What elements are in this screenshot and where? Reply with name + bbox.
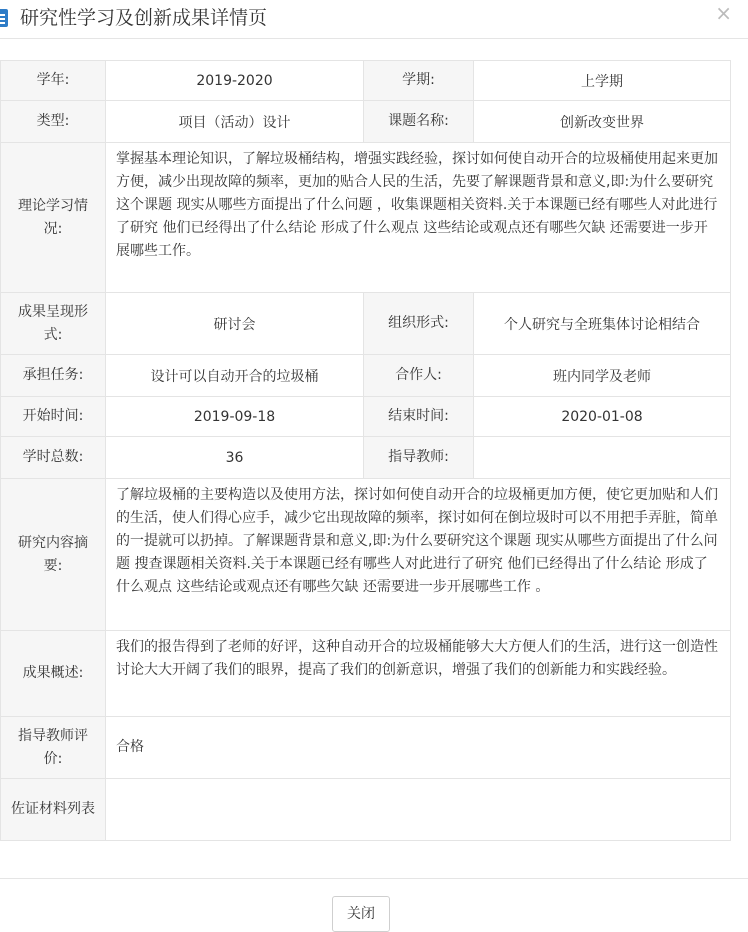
- eval-label: 指导教师评价:: [1, 717, 106, 779]
- summary-text: 我们的报告得到了老师的好评，这种自动开合的垃圾桶能够大大方便人们的生活，进行这一创造性讨论大大开阔了我们的眼界，提高了我们的创新意识，增强了我们的创新能力和实践经验。: [106, 631, 731, 717]
- close-icon[interactable]: ×: [715, 1, 732, 25]
- table-row: [1, 479, 731, 631]
- eval-value: 合格: [106, 717, 731, 779]
- table-row: [1, 631, 731, 717]
- end-value: 2020-01-08: [474, 397, 731, 437]
- table-row: [1, 355, 731, 397]
- hours-value: 36: [106, 437, 364, 479]
- task-value: 设计可以自动开合的垃圾桶: [106, 355, 364, 397]
- form-value: 研讨会: [106, 293, 364, 355]
- table-row: [1, 779, 731, 841]
- topic-value: 创新改变世界: [474, 101, 731, 143]
- topic-label: 课题名称:: [364, 101, 474, 143]
- org-value: 个人研究与全班集体讨论相结合: [474, 293, 731, 355]
- partner-label: 合作人:: [364, 355, 474, 397]
- form-label: 成果呈现形式:: [1, 293, 106, 355]
- hours-label: 学时总数:: [1, 437, 106, 479]
- table-row: [1, 397, 731, 437]
- evidence-label: 佐证材料列表: [1, 779, 106, 841]
- term-value: 上学期: [474, 61, 731, 101]
- type-label: 类型:: [1, 101, 106, 143]
- table-row: [1, 143, 731, 293]
- term-label: 学期:: [364, 61, 474, 101]
- detail-table: [0, 60, 731, 841]
- table-row: [1, 61, 731, 101]
- dialog-header: [0, 0, 748, 39]
- theory-text: 掌握基本理论知识，了解垃圾桶结构，增强实践经验，探讨如何使自动开合的垃圾桶使用起来更加方便，减少出现故障的频率，更加的贴合人民的生活，先要了解课题背景和意义,即:为什么要研究这个课题 现实从哪些方面提出了什么问题 ，收集课题相关资料.关于本课题已经有哪些人对此进行了研究 他们已经得出了什么结论 形成了什么观点 这些结论或观点还有哪些欠缺 还需要进一步开展哪些工作。: [106, 143, 731, 293]
- teacher-label: 指导教师:: [364, 437, 474, 479]
- document-icon: [0, 9, 8, 27]
- year-label: 学年:: [1, 61, 106, 101]
- teacher-value: [474, 437, 731, 479]
- table-row: [1, 293, 731, 355]
- org-label: 组织形式:: [364, 293, 474, 355]
- table-row: [1, 717, 731, 779]
- table-row: [1, 101, 731, 143]
- type-value: 项目（活动）设计: [106, 101, 364, 143]
- evidence-value: [106, 779, 731, 841]
- dialog-title: 研究性学习及创新成果详情页: [20, 7, 268, 29]
- end-label: 结束时间:: [364, 397, 474, 437]
- research-label: 研究内容摘要:: [1, 479, 106, 631]
- partner-value: 班内同学及老师: [474, 355, 731, 397]
- footer-divider: [0, 878, 748, 879]
- year-value: 2019-2020: [106, 61, 364, 101]
- theory-label: 理论学习情况:: [1, 143, 106, 293]
- start-value: 2019-09-18: [106, 397, 364, 437]
- task-label: 承担任务:: [1, 355, 106, 397]
- research-text: 了解垃圾桶的主要构造以及使用方法，探讨如何使自动开合的垃圾桶更加方便，使它更加贴和人们的生活，使人们得心应手，减少它出现故障的频率，探讨如何在倒垃圾时可以不用把手弄脏，简单的一提就可以扔掉。了解课题背景和意义,即:为什么要研究这个课题 现实从哪些方面提出了什么问题 搜查课题相关资料.关于本课题已经有哪些人对此进行了研究 他们已经得出了什么结论 形成了什么观点 这些结论或观点还有哪些欠缺 还需要进一步开展哪些工作 。: [106, 479, 731, 631]
- close-button[interactable]: 关闭: [332, 896, 390, 932]
- table-row: [1, 437, 731, 479]
- summary-label: 成果概述:: [1, 631, 106, 717]
- start-label: 开始时间:: [1, 397, 106, 437]
